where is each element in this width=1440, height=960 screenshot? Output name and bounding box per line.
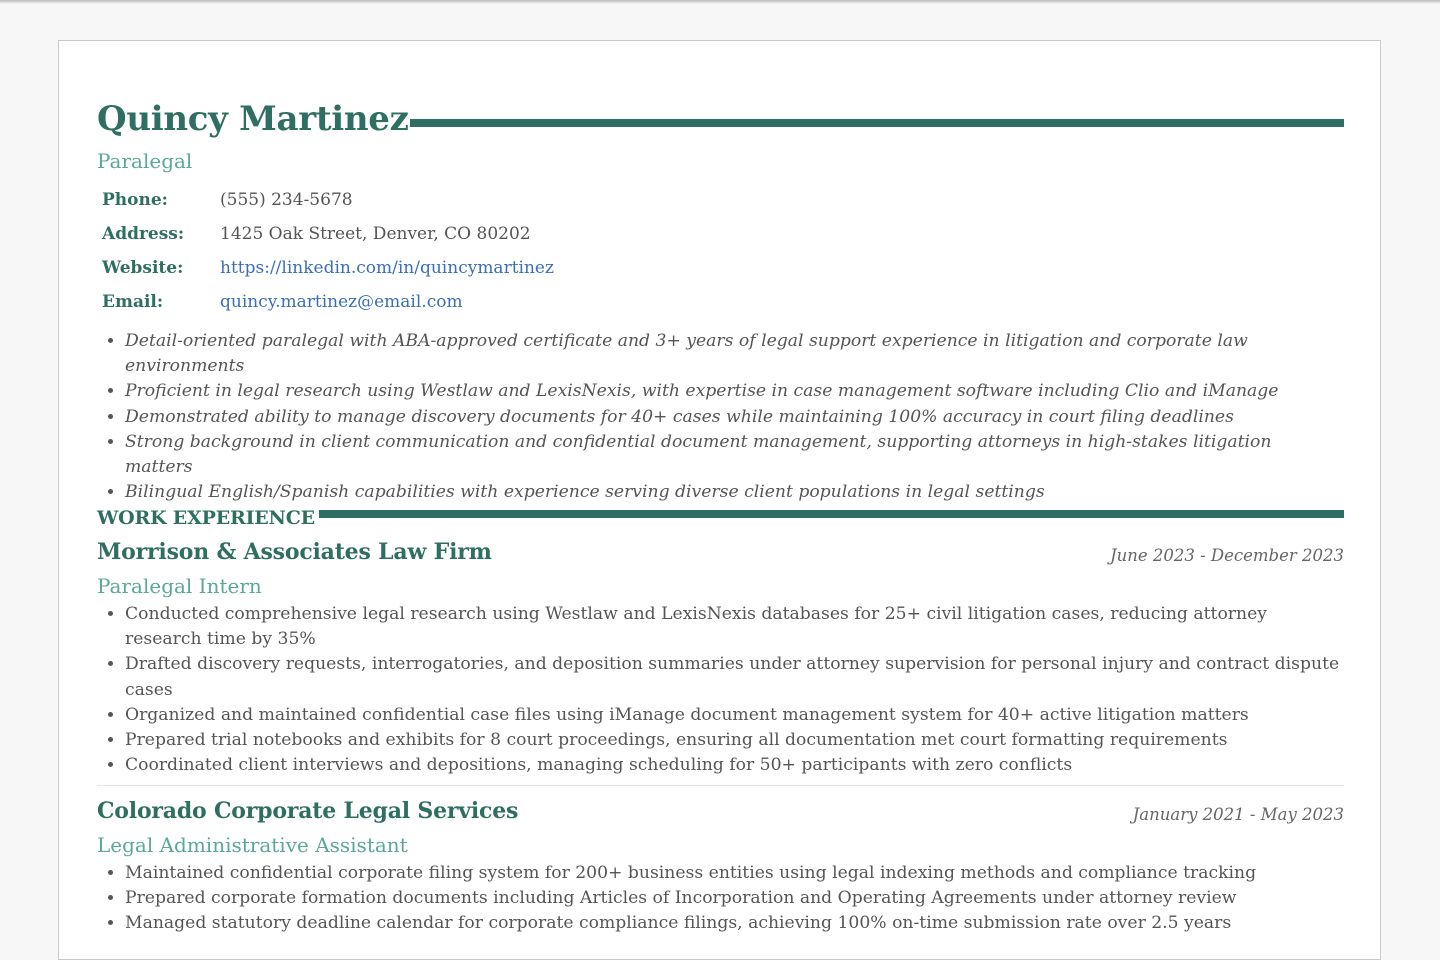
job-bullet: • Drafted discovery requests, interrogatories, and deposition summaries under attorney supervision for personal injury and contract dispute cases bbox=[125, 652, 1344, 702]
address-value: 1425 Oak Street, Denver, CO 80202 bbox=[220, 224, 531, 244]
contact-address bbox=[102, 221, 902, 247]
job-role: Paralegal Intern bbox=[97, 574, 262, 598]
candidate-name: Quincy Martinez bbox=[97, 99, 409, 139]
job-bullet: • Maintained confidential corporate filing system for 200+ business entities using legal indexing methods and compliance tracking bbox=[125, 861, 1344, 886]
section-rule bbox=[319, 510, 1344, 518]
job-bullet: • Coordinated client interviews and depositions, managing scheduling for 50+ participants with zero conflicts bbox=[125, 753, 1344, 778]
job-company: Morrison & Associates Law Firm bbox=[97, 539, 492, 565]
summary-item: • Demonstrated ability to manage discovery documents for 40+ cases while maintaining 100% accuracy in court filing deadlines bbox=[125, 405, 1344, 430]
phone-value: (555) 234-5678 bbox=[220, 190, 353, 210]
contact-label: Address: bbox=[102, 224, 185, 244]
job-divider bbox=[97, 785, 1344, 786]
job-bullet: • Conducted comprehensive legal research using Westlaw and LexisNexis databases for 25+ civil litigation cases, reducing attorney research time by 35% bbox=[125, 602, 1344, 652]
job-bullet: • Prepared trial notebooks and exhibits for 8 court proceedings, ensuring all documentation met court formatting requirements bbox=[125, 728, 1344, 753]
summary-item: • Strong background in client communication and confidential document management, supporting attorneys in high-stakes litigation matters bbox=[125, 430, 1344, 480]
contact-label: Email: bbox=[102, 292, 164, 312]
job-company: Colorado Corporate Legal Services bbox=[97, 798, 519, 824]
candidate-title: Paralegal bbox=[97, 149, 193, 173]
summary-item: • Bilingual English/Spanish capabilities with experience serving diverse client populations in legal settings bbox=[125, 480, 1344, 505]
job-dates: June 2023 - December 2023 bbox=[1109, 546, 1344, 565]
email-link[interactable]: quincy.martinez@email.com bbox=[220, 292, 463, 312]
header-row bbox=[97, 99, 1344, 143]
job-bullets bbox=[97, 602, 1344, 778]
job-bullet: • Prepared corporate formation documents including Articles of Incorporation and Operating Agreements under attorney review bbox=[125, 886, 1344, 911]
window-top-shadow bbox=[0, 0, 1440, 4]
job-dates: January 2021 - May 2023 bbox=[1132, 805, 1344, 824]
section-heading-work-experience: WORK EXPERIENCE bbox=[97, 507, 315, 529]
header-rule bbox=[410, 119, 1344, 127]
contact-email bbox=[102, 289, 902, 315]
summary-item: • Detail-oriented paralegal with ABA-approved certificate and 3+ years of legal support experience in litigation and corporate law environments bbox=[125, 329, 1344, 379]
summary-list bbox=[97, 329, 1344, 505]
contact-phone bbox=[102, 187, 902, 213]
job-role: Legal Administrative Assistant bbox=[97, 833, 408, 857]
job-bullet: • Organized and maintained confidential case files using iManage document management system for 40+ active litigation matters bbox=[125, 703, 1344, 728]
contact-label: Website: bbox=[102, 258, 184, 278]
contact-label: Phone: bbox=[102, 190, 168, 210]
summary-item: • Proficient in legal research using Westlaw and LexisNexis, with expertise in case management software including Clio and iManage bbox=[125, 379, 1344, 404]
job-bullets bbox=[97, 861, 1344, 937]
contact-website bbox=[102, 255, 902, 281]
job-bullet: • Managed statutory deadline calendar for corporate compliance filings, achieving 100% on-time submission rate over 2.5 years bbox=[125, 911, 1344, 936]
website-link[interactable]: https://linkedin.com/in/quincymartinez bbox=[220, 258, 554, 278]
resume-page bbox=[58, 40, 1381, 960]
